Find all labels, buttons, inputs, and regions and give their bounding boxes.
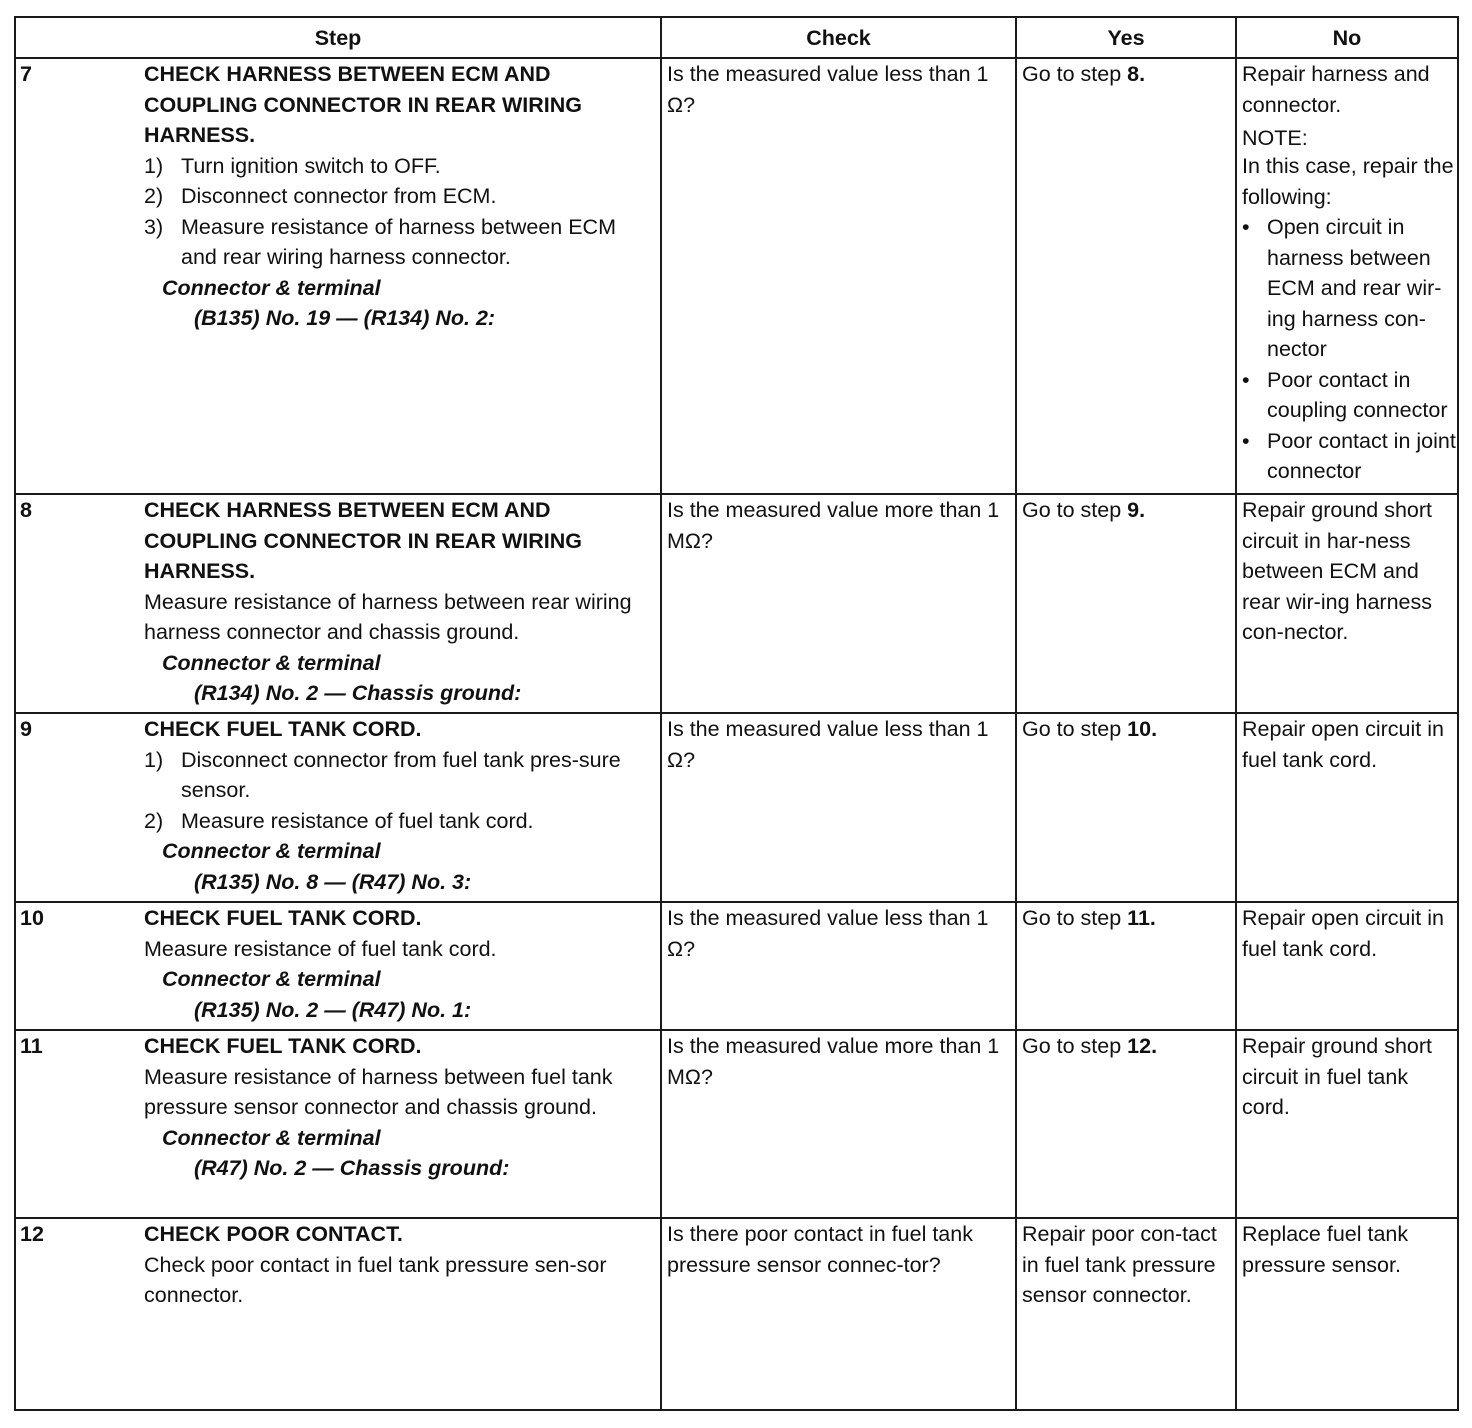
header-check: Check (661, 17, 1016, 58)
diagnostic-table (14, 16, 1459, 1411)
bullet-text: Poor contact in joint connector (1267, 428, 1456, 483)
instruction-text: Disconnect connector from ECM. (181, 184, 497, 208)
step-title: CHECK HARNESS BETWEEN ECM AND COUPLING CONNECTOR IN REAR WIRING HARNESS. (144, 498, 582, 583)
step-cell (15, 494, 661, 713)
step-title: CHECK HARNESS BETWEEN ECM AND COUPLING CONNECTOR IN REAR WIRING HARNESS. (144, 62, 582, 147)
connector-terminal-value: (B135) No. 19 — (R134) No. 2: (194, 306, 496, 330)
header-no: No (1236, 17, 1458, 58)
yes-cell (1016, 902, 1236, 1030)
step-cell (15, 58, 661, 494)
no-cell: Repair ground short circuit in fuel tank cord. (1236, 1030, 1458, 1218)
instruction-number: 3) (144, 214, 164, 239)
connector-terminal-label: Connector & terminal (162, 1125, 381, 1150)
check-cell: Is the measured value less than 1 Ω? (661, 902, 1016, 1030)
no-text: Repair harness and connector. (1242, 62, 1430, 117)
instruction-number: 2) (144, 184, 164, 208)
instruction-text: Measure resistance of fuel tank cord. (181, 808, 534, 833)
step-number: 10 (20, 906, 44, 930)
yes-cell (1016, 494, 1236, 713)
instruction-number: 2) (144, 808, 164, 833)
step-cell (15, 713, 661, 902)
bullet-icon: • (1242, 215, 1250, 239)
connector-terminal-label: Connector & terminal (162, 839, 381, 863)
no-cell: Repair ground short circuit in har-ness between ECM and rear wir-ing harness con-nector. (1236, 494, 1458, 713)
table-row (15, 713, 1458, 902)
check-cell: Is the measured value more than 1 MΩ? (661, 494, 1016, 713)
step-number: 9 (20, 717, 32, 741)
check-cell: Is the measured value less than 1 Ω? (661, 713, 1016, 902)
note-bullet (1242, 365, 1457, 426)
connector-terminal-value: (R135) No. 8 — (R47) No. 3: (194, 869, 472, 894)
step-title: CHECK FUEL TANK CORD. (144, 906, 422, 930)
step-title: CHECK FUEL TANK CORD. (144, 717, 422, 741)
header-yes: Yes (1016, 17, 1236, 58)
instruction-text: Measure resistance of harness between ECM and rear wiring harness connector. (181, 214, 616, 269)
bullet-icon: • (1242, 367, 1250, 392)
check-cell: Is there poor contact in fuel tank pressure sensor connec-tor? (661, 1218, 1016, 1410)
step-number: 11 (20, 1034, 43, 1058)
step-cell (15, 902, 661, 1030)
step-cell (15, 1218, 661, 1410)
connector-terminal-value: (R134) No. 2 — Chassis ground: (194, 681, 522, 705)
yes-prefix: Go to step (1022, 906, 1128, 930)
yes-cell (1016, 58, 1236, 494)
instruction-item (144, 181, 656, 212)
no-cell (1236, 58, 1458, 494)
bullet-text: Poor contact in coupling connector (1267, 367, 1448, 422)
step-title: CHECK POOR CONTACT. (144, 1222, 403, 1246)
header-row (15, 17, 1458, 58)
no-cell: Repair open circuit in fuel tank cord. (1236, 713, 1458, 902)
table-row (15, 1218, 1458, 1410)
note-heading: NOTE: (1242, 126, 1308, 150)
no-cell: Repair open circuit in fuel tank cord. (1236, 902, 1458, 1030)
note-intro: In this case, repair the following: (1242, 154, 1454, 209)
step-text: Measure resistance of harness between fuel tank pressure sensor connector and chassis ground. (144, 1064, 613, 1119)
table-row (15, 494, 1458, 713)
step-text: Measure resistance of harness between rear wiring harness connector and chassis ground. (144, 589, 632, 644)
connector-terminal-label: Connector & terminal (162, 275, 381, 300)
check-cell: Is the measured value more than 1 MΩ? (661, 1030, 1016, 1218)
step-number: 7 (20, 62, 32, 86)
yes-step-ref: 10. (1127, 717, 1158, 741)
yes-prefix: Go to step (1022, 62, 1128, 86)
step-cell (15, 1030, 661, 1218)
step-text: Check poor contact in fuel tank pressure sen-sor connector. (144, 1252, 607, 1307)
yes-cell (1016, 713, 1236, 902)
step-title: CHECK FUEL TANK CORD. (144, 1034, 422, 1058)
step-number: 8 (20, 498, 32, 522)
connector-terminal-label: Connector & terminal (162, 967, 381, 991)
instruction-text: Disconnect connector from fuel tank pres-sure sensor. (181, 747, 621, 802)
instruction-item (144, 806, 656, 837)
header-step: Step (15, 17, 661, 58)
yes-step-ref: 9. (1127, 498, 1146, 522)
note-bullet (1242, 212, 1457, 365)
instruction-item (144, 151, 656, 182)
check-cell: Is the measured value less than 1 Ω? (661, 58, 1016, 494)
bullet-text: Open circuit in harness between ECM and rear wir-ing harness con-nector (1267, 215, 1442, 361)
connector-terminal-label: Connector & terminal (162, 650, 381, 675)
yes-cell: Repair poor con-tact in fuel tank pressure sensor connector. (1016, 1218, 1236, 1410)
step-text: Measure resistance of fuel tank cord. (144, 936, 497, 961)
instruction-item (144, 745, 656, 806)
yes-prefix: Go to step (1022, 717, 1128, 741)
connector-terminal-value: (R47) No. 2 — Chassis ground: (194, 1156, 510, 1180)
connector-terminal-value: (R135) No. 2 — (R47) No. 1: (194, 997, 472, 1022)
yes-prefix: Go to step (1022, 498, 1128, 522)
note-bullet (1242, 426, 1457, 487)
table-row (15, 1030, 1458, 1218)
yes-cell (1016, 1030, 1236, 1218)
yes-prefix: Go to step (1022, 1034, 1128, 1058)
bullet-icon: • (1242, 428, 1250, 453)
instruction-number: 1) (144, 747, 164, 772)
no-cell: Replace fuel tank pressure sensor. (1236, 1218, 1458, 1410)
yes-step-ref: 11. (1127, 906, 1156, 930)
table-row (15, 58, 1458, 494)
table-row (15, 902, 1458, 1030)
instruction-text: Turn ignition switch to OFF. (181, 153, 441, 178)
yes-step-ref: 12. (1127, 1034, 1158, 1058)
instruction-item (144, 212, 656, 273)
yes-step-ref: 8. (1127, 62, 1146, 86)
instruction-number: 1) (144, 153, 164, 178)
step-number: 12 (20, 1222, 44, 1246)
